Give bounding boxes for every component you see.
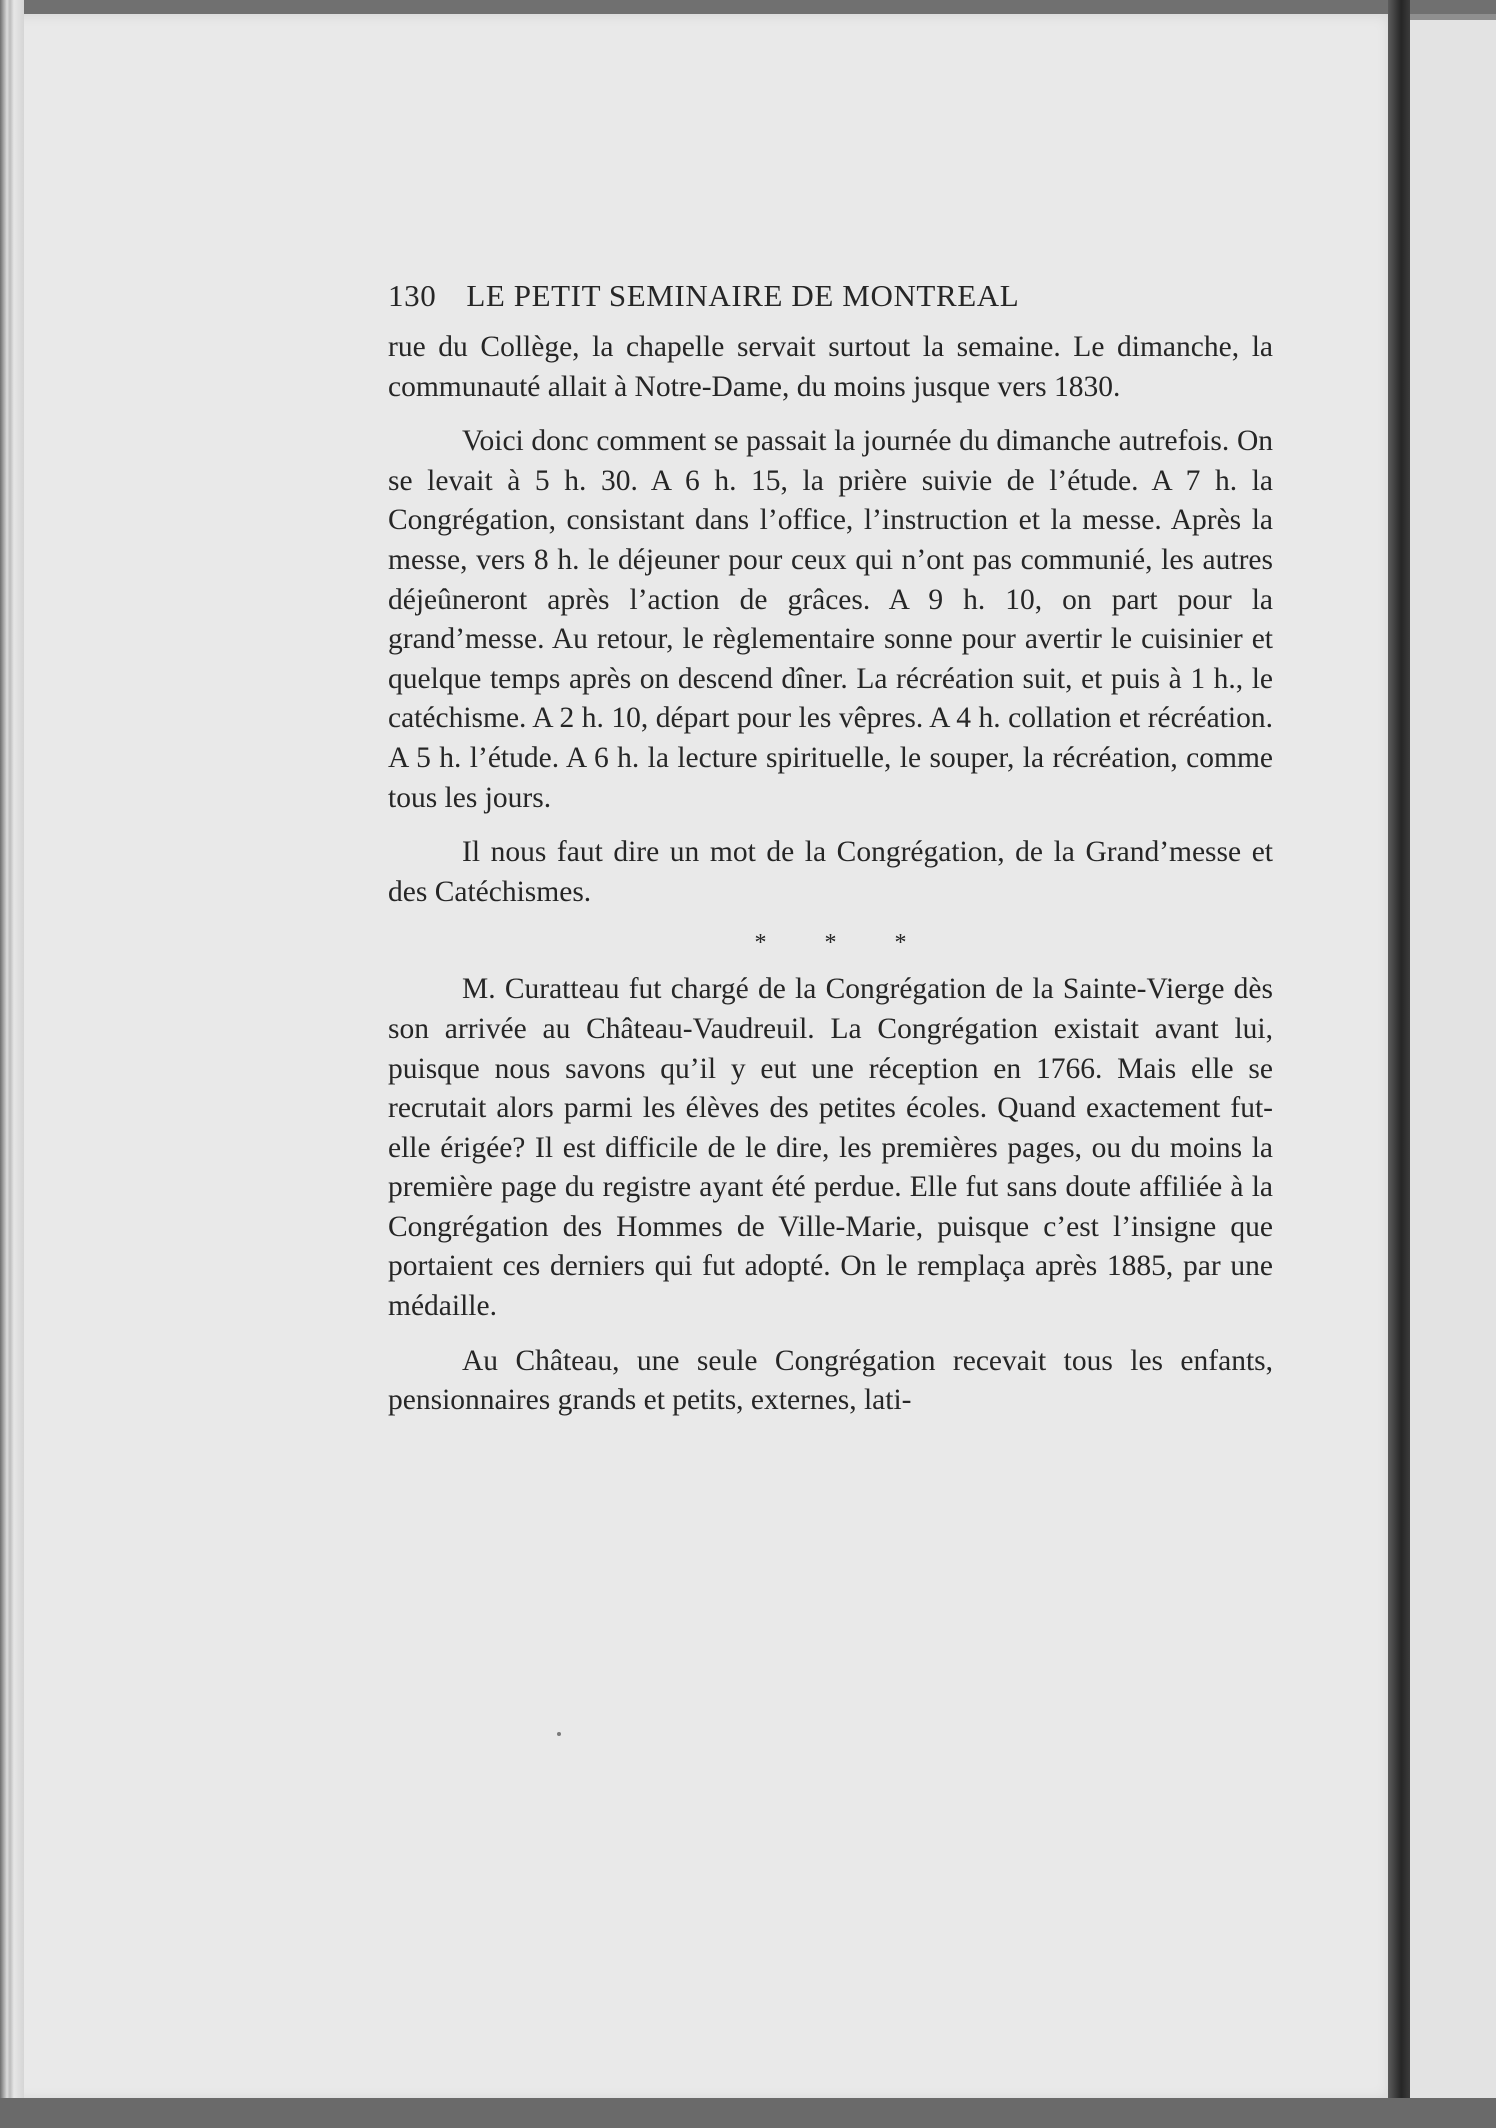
paragraph-curatteau: M. Curatteau fut chargé de la Congrégation de la Sainte-Vierge dès son arrivée au Château-Vaudreuil. La Congrégation existait avant lui, puisque nous savons qu’il y eut une réception en 1766. Mais elle se recrutait alors parmi les élèves des petites écoles. Quand exactement fut-elle érigée? Il est difficile de le dire, les premières pages, ou du moins la première page du registre ayant été perdue. Elle fut sans doute affiliée à la Congrégation des Hommes de Ville-Marie, puisque c’est l’insigne que portaient ces derniers qui fut adopté. On le remplaça après 1885, par une médaille. xyxy=(388,973,1273,1323)
paper-speck xyxy=(557,1732,561,1736)
paragraph-intro-congregation: Il nous faut dire un mot de la Congrégation, de la Grand’messe et des Catéchismes. xyxy=(388,836,1273,908)
page-left-edge xyxy=(0,0,24,2128)
running-title: LE PETIT SEMINAIRE DE MONTREAL xyxy=(466,278,1020,313)
page-number: 130 xyxy=(388,278,437,313)
scan-top-border xyxy=(0,0,1496,14)
running-head xyxy=(388,276,1273,320)
paragraph-sunday-schedule: Voici donc comment se passait la journée du dimanche autrefois. On se levait à 5 h. 30. A 6 h. 15, la prière suivie de l’étude. A 7 h. la Congrégation, consistant dans l’office, l’instruction et la messe. Après la messe, vers 8 h. le déjeuner pour ceux qui n’ont pas communié, les autres déjeûneront après l’action de grâces. A 9 h. 10, on part pour la grand’messe. Au retour, le règlementaire sonne pour avertir le cuisinier et quelque temps après on descend dîner. La récréation suit, et puis à 1 h., le catéchisme. A 2 h. 10, départ pour les vêpres. A 4 h. collation et récréation. A 5 h. l’étude. A 6 h. la lecture spirituelle, le souper, la récréation, comme tous les jours. xyxy=(388,425,1273,814)
book-gutter xyxy=(1388,0,1410,2128)
page-text-block xyxy=(388,276,1273,1421)
section-ornament: * * * xyxy=(754,930,933,957)
adjacent-page-edge xyxy=(1410,20,1496,2100)
paragraph-continuation: rue du Collège, la chapelle servait surtout la semaine. Le dimanche, la communauté allait à Notre-Dame, du moins jusque vers 1830. xyxy=(388,331,1273,403)
paragraph-chateau: Au Château, une seule Congrégation recevait tous les enfants, pensionnaires grands et petits, externes, lati- xyxy=(388,1344,1273,1417)
scan-bottom-border xyxy=(0,2098,1496,2128)
